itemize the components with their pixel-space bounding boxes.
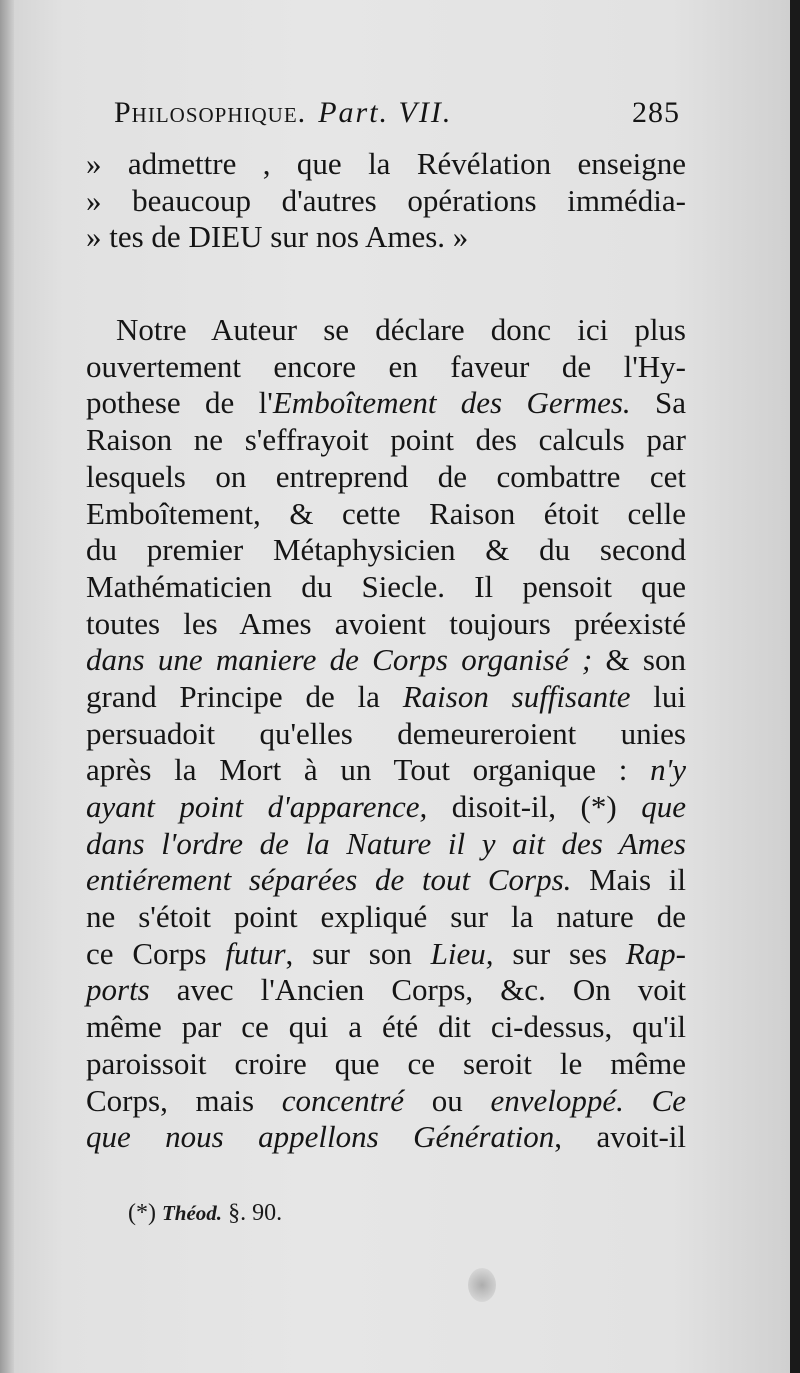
running-header bbox=[86, 96, 686, 146]
text-line: persuadoit qu'elles demeureroient unies bbox=[86, 715, 686, 751]
text-line: Mathématicien du Siecle. Il pensoit que bbox=[86, 568, 686, 604]
page-text bbox=[86, 96, 686, 1156]
text-line bbox=[86, 972, 686, 1009]
italic-span: concentré bbox=[281, 1082, 405, 1118]
text-span: grand Principe de la bbox=[86, 678, 403, 714]
italic-span: Emboîtement des Germes. bbox=[272, 385, 631, 421]
italic-span: Rap- bbox=[625, 935, 687, 971]
italic-span: Raison suffisante bbox=[402, 678, 631, 714]
text-span: lui bbox=[630, 678, 686, 714]
text-span: , sur son bbox=[285, 935, 431, 971]
text-line: dans l'ordre de la Nature il y ait des Ames bbox=[86, 825, 686, 861]
text-line: Raison ne s'effrayoit point des calculs par bbox=[86, 422, 686, 458]
text-line bbox=[86, 752, 686, 789]
italic-span: ayant point d'apparence, bbox=[86, 789, 428, 824]
text-span: disoit-il, (*) bbox=[427, 789, 642, 824]
italic-span: dans une maniere de Corps organisé ; bbox=[86, 642, 593, 678]
text-span: , avoit-il bbox=[554, 1119, 686, 1155]
text-line bbox=[86, 1119, 686, 1156]
header-part: Part. VII. bbox=[318, 96, 453, 129]
italic-span: n'y bbox=[650, 752, 686, 788]
italic-span: que bbox=[641, 789, 687, 824]
header-title: Philosophique. bbox=[114, 96, 307, 129]
text-line bbox=[86, 679, 686, 716]
italic-span: ports bbox=[86, 972, 150, 1008]
text-line: ouvertement encore en faveur de l'Hy- bbox=[86, 348, 686, 384]
quote-line: » admettre , que la Révélation enseigne bbox=[86, 146, 686, 181]
text-line bbox=[86, 862, 686, 899]
page-binding-shadow bbox=[0, 0, 14, 1373]
text-line bbox=[86, 642, 686, 679]
text-line: même par ce qui a été dit ci-dessus, qu'il bbox=[86, 1009, 686, 1045]
text-line bbox=[86, 936, 686, 973]
footnote-marker: (*) bbox=[128, 1200, 156, 1226]
text-span: pothese de l' bbox=[86, 385, 273, 421]
quotation bbox=[86, 146, 686, 256]
italic-span: entiérement séparées de tout Corps. bbox=[86, 862, 572, 898]
quote-line: » beaucoup d'autres opérations immédia- bbox=[86, 182, 686, 218]
text-span: ce Corps bbox=[86, 935, 226, 971]
text-line bbox=[86, 1083, 686, 1120]
text-line: paroissoit croire que ce seroit le même bbox=[86, 1045, 686, 1081]
text-span: Mais il bbox=[571, 862, 686, 898]
footnote-section: §. 90. bbox=[228, 1200, 283, 1226]
text-line bbox=[86, 789, 686, 826]
page-number: 285 bbox=[632, 96, 680, 129]
footnote-source: Théod. bbox=[161, 1201, 223, 1225]
italic-span: Ce bbox=[623, 1082, 687, 1118]
text-line: lesquels on entreprend de combattre cet bbox=[86, 458, 686, 494]
quote-line: » tes de DIEU sur nos Ames. » bbox=[86, 219, 469, 255]
paragraph bbox=[86, 312, 686, 1156]
text-line bbox=[86, 385, 686, 422]
text-line: Notre Auteur se déclare donc ici plus bbox=[116, 312, 686, 348]
text-span: sur ses bbox=[493, 935, 626, 971]
italic-span: que nous appellons Génération bbox=[86, 1119, 555, 1155]
ink-smudge bbox=[468, 1268, 496, 1302]
footnote bbox=[128, 1200, 282, 1227]
text-span: & son bbox=[592, 642, 686, 678]
italic-span: enveloppé. bbox=[490, 1082, 624, 1118]
text-line: du premier Métaphysicien & du second bbox=[86, 532, 686, 568]
text-span: après la Mort à un Tout organique : bbox=[86, 752, 651, 788]
text-span: ou bbox=[404, 1082, 491, 1118]
italic-span: futur bbox=[225, 935, 286, 971]
text-line: ne s'étoit point expliqué sur la nature de bbox=[86, 899, 686, 935]
text-line: toutes les Ames avoient toujours préexisté bbox=[86, 605, 686, 641]
text-span: avec l'Ancien Corps, &c. On voit bbox=[149, 972, 686, 1008]
text-line: Emboîtement, & cette Raison étoit celle bbox=[86, 495, 686, 531]
text-span: Corps, mais bbox=[86, 1082, 282, 1118]
text-span: Sa bbox=[630, 385, 687, 421]
italic-span: Lieu, bbox=[430, 935, 494, 971]
